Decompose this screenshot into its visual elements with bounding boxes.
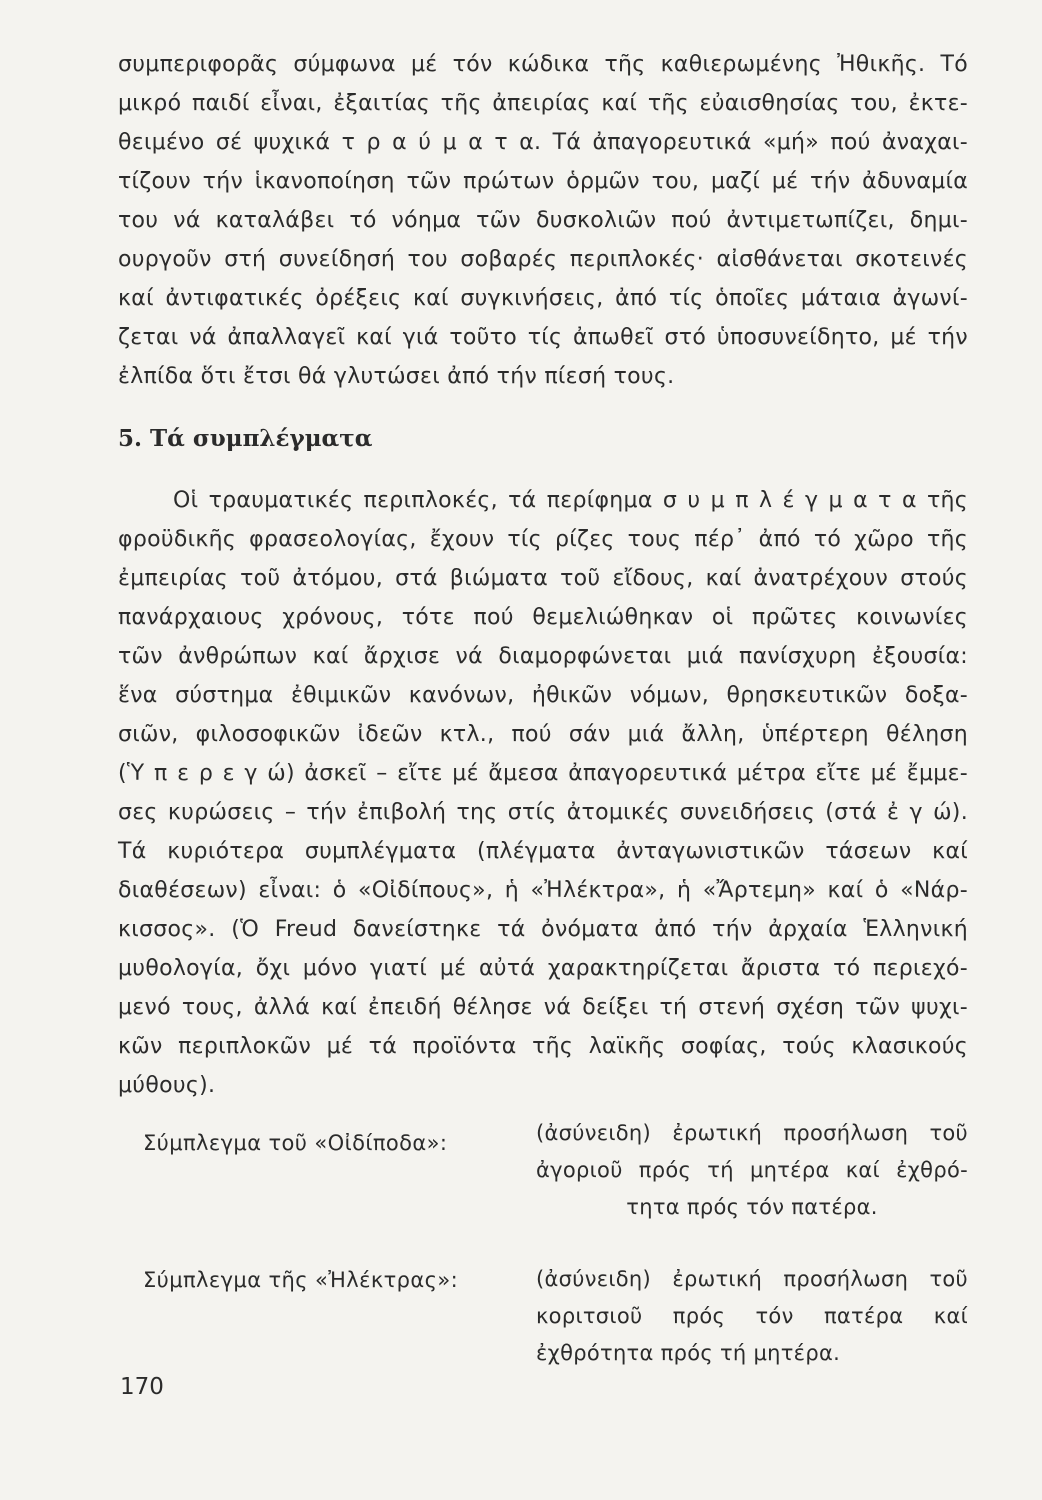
definition-text-line: ἀγοριοῦ πρός τή μητέρα καί ἐχθρό- <box>536 1158 968 1182</box>
text-line: τῶν ἀνθρώπων καί ἄρχισε νά διαμορφώνεται μιά πανίσχυρη ἐξουσία: <box>118 644 968 669</box>
text-line: του νά καταλάβει τό νόημα τῶν δυσκολιῶν πού ἀντιμετωπίζει, δημι- <box>118 208 968 233</box>
definition-term: Σύμπλεγμα τοῦ «Οἰδίποδα»: <box>143 1131 448 1155</box>
text-line: Τά κυριότερα συμπλέγματα (πλέγματα ἀνταγωνιστικῶν τάσεων καί <box>118 839 968 864</box>
section-heading: 5. Τά συμπλέγματα <box>118 425 373 452</box>
definition-text-line: (ἀσύνειδη) ἐρωτική προσήλωση τοῦ <box>536 1267 968 1291</box>
text-line: θειμένο σέ ψυχικά τ ρ α ύ μ α τ α. Τά ἀπαγορευτικά «μή» πού ἀναχαι- <box>118 130 968 155</box>
definition-text-line: κοριτσιοῦ πρός τόν πατέρα καί <box>536 1304 968 1328</box>
text-line: διαθέσεων) εἶναι: ὁ «Οἰδίπους», ἡ «Ἠλέκτρα», ἡ «Ἄρτεμη» καί ὁ «Νάρ- <box>118 878 968 903</box>
text-line: καί ἀντιφατικές ὀρέξεις καί συγκινήσεις, ἀπό τίς ὁποῖες μάταια ἀγωνί- <box>118 286 968 311</box>
text-line: τίζουν τήν ἱκανοποίηση τῶν πρώτων ὁρμῶν του, μαζί μέ τήν ἀδυναμία <box>118 169 968 194</box>
text-line: κισσος». (Ὁ Freud δανείστηκε τά ὀνόματα ἀπό τήν ἀρχαία Ἑλληνική <box>118 917 968 942</box>
text-line: συμπεριφορᾶς σύμφωνα μέ τόν κώδικα τῆς καθιερωμένης Ἠθικῆς. Τό <box>118 52 968 77</box>
text-line: κῶν περιπλοκῶν μέ τά προϊόντα τῆς λαϊκῆς σοφίας, τούς κλασικούς <box>118 1034 968 1059</box>
text-line: ουργοῦν στή συνείδησή του σοβαρές περιπλοκές· αἰσθάνεται σκοτεινές <box>118 247 968 272</box>
text-line: μύθους). <box>118 1073 216 1098</box>
text-line: ἐμπειρίας τοῦ ἀτόμου, στά βιώματα τοῦ εἴδους, καί ἀνατρέχουν στούς <box>118 566 968 591</box>
text-line: σες κυρώσεις – τήν ἐπιβολή της στίς ἀτομικές συνειδήσεις (στά ἐ γ ώ). <box>118 800 968 825</box>
text-line: μικρό παιδί εἶναι, ἐξαιτίας τῆς ἀπειρίας καί τῆς εὐαισθησίας του, ἐκτε- <box>118 91 968 116</box>
definition-text-line: τητα πρός τόν πατέρα. <box>626 1195 878 1219</box>
text-line: ἐλπίδα ὅτι ἔτσι θά γλυτώσει ἀπό τήν πίεσή τους. <box>118 364 675 389</box>
text-line: μυθολογία, ὄχι μόνο γιατί μέ αὐτά χαρακτηρίζεται ἄριστα τό περιεχό- <box>118 956 968 981</box>
definition-term: Σύμπλεγμα τῆς «Ἠλέκτρας»: <box>143 1268 459 1292</box>
text-line: ζεται νά ἀπαλλαγεῖ καί γιά τοῦτο τίς ἀπωθεῖ στό ὑποσυνείδητο, μέ τήν <box>118 325 968 350</box>
text-line: μενό τους, ἀλλά καί ἐπειδή θέλησε νά δείξει τή στενή σχέση τῶν ψυχι- <box>118 995 968 1020</box>
text-line: (Ὑ π ε ρ ε γ ώ) ἀσκεῖ – εἴτε μέ ἄμεσα ἀπαγορευτικά μέτρα εἴτε μέ ἔμμε- <box>118 761 968 786</box>
definition-text-line: (ἀσύνειδη) ἐρωτική προσήλωση τοῦ <box>536 1121 968 1145</box>
definition-text-line: ἐχθρότητα πρός τή μητέρα. <box>536 1341 841 1365</box>
text-line: σιῶν, φιλοσοφικῶν ἰδεῶν κτλ., πού σάν μιά ἄλλη, ὑπέρτερη θέληση <box>118 722 968 747</box>
text-line: πανάρχαιους χρόνους, τότε πού θεμελιώθηκαν οἱ πρῶτες κοινωνίες <box>118 605 968 630</box>
text-line: φροϋδικῆς φρασεολογίας, ἔχουν τίς ρίζες τους πέρ᾽ ἀπό τό χῶρο τῆς <box>118 527 968 552</box>
text-line: Οἱ τραυματικές περιπλοκές, τά περίφημα σ υ μ π λ έ γ μ α τ α τῆς <box>173 488 968 513</box>
text-line: ἕνα σύστημα ἐθιμικῶν κανόνων, ἠθικῶν νόμων, θρησκευτικῶν δοξα- <box>118 683 968 708</box>
page-number: 170 <box>120 1374 164 1400</box>
